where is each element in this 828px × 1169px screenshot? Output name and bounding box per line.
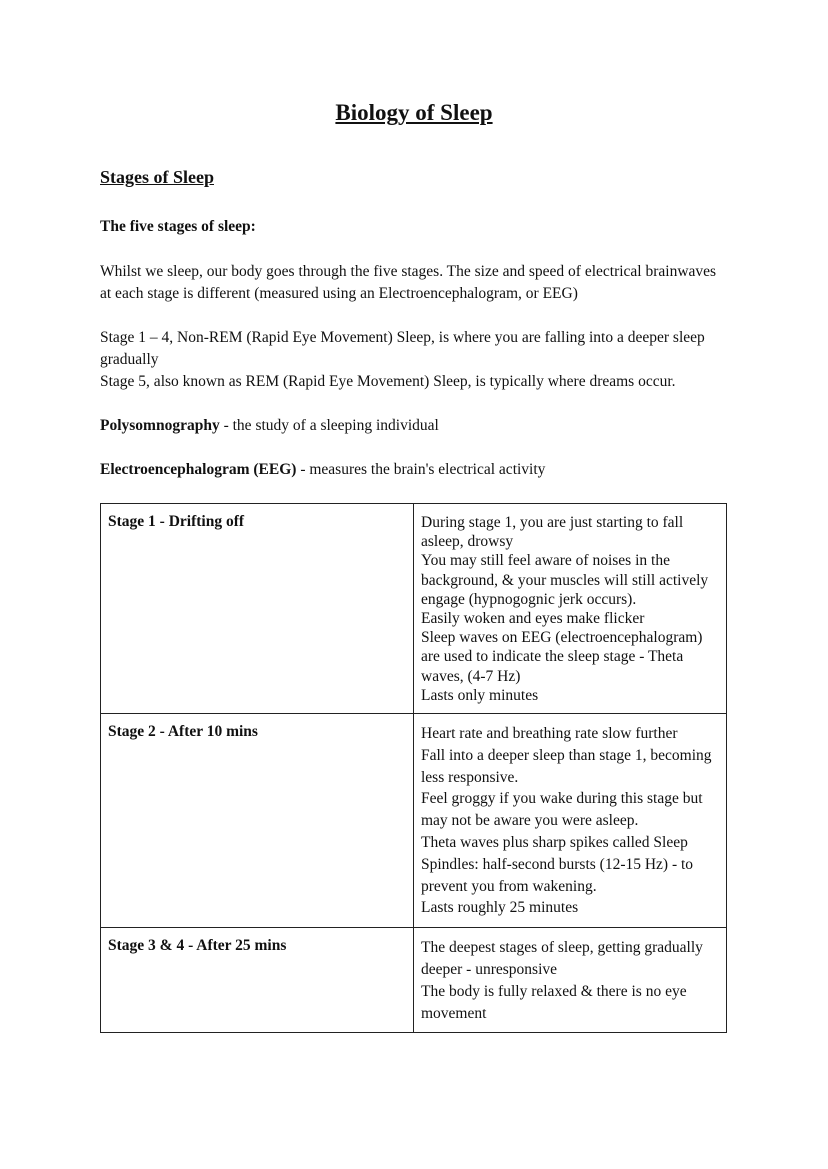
stage-description-cell bbox=[414, 714, 727, 928]
stage-name-cell: Stage 3 & 4 - After 25 mins bbox=[101, 928, 414, 1033]
description-line: Easily woken and eyes make flicker bbox=[421, 610, 645, 628]
table-row bbox=[101, 928, 727, 1033]
description-line: Lasts only minutes bbox=[421, 686, 539, 704]
section-heading: Stages of Sleep bbox=[100, 167, 214, 187]
description-line: The deepest stages of sleep, getting gradually deeper - unresponsive bbox=[421, 939, 703, 978]
stage-description-cell bbox=[414, 504, 727, 714]
description-line: Lasts roughly 25 minutes bbox=[421, 899, 579, 917]
definition-term: Electroencephalogram (EEG) bbox=[100, 461, 297, 478]
stage-description-cell bbox=[414, 928, 727, 1033]
stage-name-cell: Stage 1 - Drifting off bbox=[101, 504, 414, 714]
stage-name-cell: Stage 2 - After 10 mins bbox=[101, 714, 414, 928]
definition-term: Polysomnography bbox=[100, 417, 220, 434]
table-row bbox=[101, 714, 727, 928]
description-line: Theta waves plus sharp spikes called Sleep Spindles: half-second bursts (12-15 Hz) - to prevent you from wakening. bbox=[421, 834, 694, 895]
definition-text: - measures the brain's electrical activity bbox=[296, 461, 546, 478]
table-row bbox=[101, 504, 727, 714]
description-line: During stage 1, you are just starting to fall asleep, drowsy bbox=[421, 514, 684, 551]
description-line: The body is fully relaxed & there is no eye movement bbox=[421, 982, 687, 1022]
description-line: Feel groggy if you wake during this stage but may not be aware you were asleep. bbox=[421, 790, 703, 830]
description-line: Fall into a deeper sleep than stage 1, becoming less responsive. bbox=[421, 746, 712, 786]
definition-text: - the study of a sleeping individual bbox=[219, 417, 439, 434]
definition-eeg bbox=[100, 459, 730, 481]
document-title: Biology of Sleep bbox=[335, 100, 493, 125]
subheading: The five stages of sleep: bbox=[100, 218, 256, 235]
description-line: Sleep waves on EEG (electroencephalogram) are used to indicate the sleep stage - Theta waves, (4-7 Hz) bbox=[421, 629, 703, 685]
intro-paragraph: Whilst we sleep, our body goes through the five stages. The size and speed of electrical brainwaves at each stage is different (measured using an Electroencephalogram, or EEG) bbox=[100, 263, 717, 302]
sleep-stages-table bbox=[100, 503, 727, 1033]
description-line: Heart rate and breathing rate slow further bbox=[421, 725, 678, 743]
definition-polysomnography bbox=[100, 415, 730, 437]
description-line: You may still feel aware of noises in the background, & your muscles will still actively engage (hypnogognic jerk occurs). bbox=[421, 552, 709, 608]
rem-paragraph: Stage 5, also known as REM (Rapid Eye Movement) Sleep, is typically where dreams occur. bbox=[100, 373, 676, 390]
non-rem-paragraph: Stage 1 – 4, Non-REM (Rapid Eye Movement) Sleep, is where you are falling into a deeper sleep gradually bbox=[100, 329, 705, 368]
